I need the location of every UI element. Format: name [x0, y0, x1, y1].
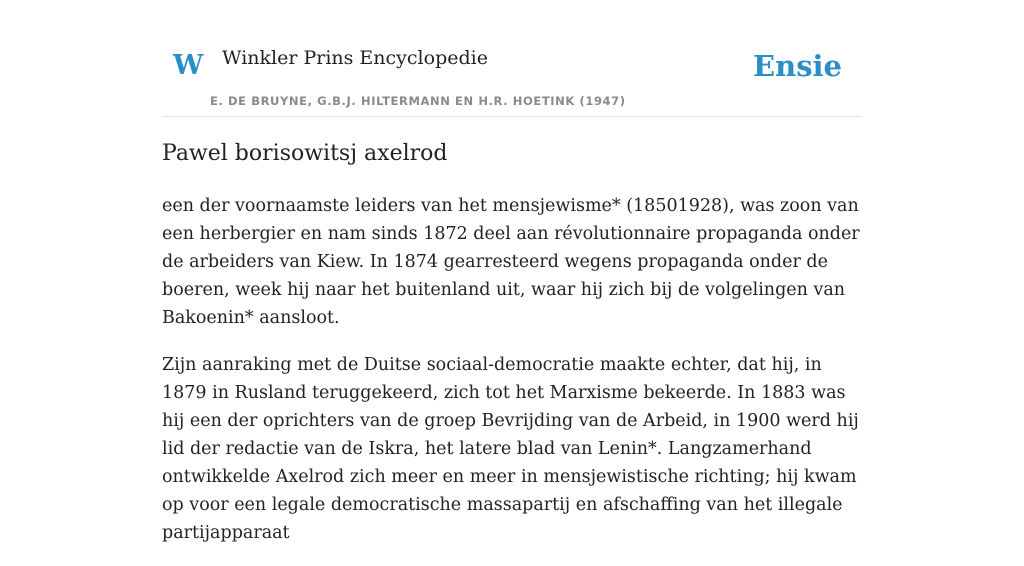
article-title: Pawel borisowitsj axelrod	[162, 141, 448, 166]
brand-logo[interactable]: Ensie	[753, 49, 842, 83]
article-paragraph: Zijn aanraking met de Duitse sociaal-democratie maakte echter, dat hij, in 1879 in Rusland teruggekeerd, zich tot het Marxisme bekeerde. In 1883 was hij een der oprichters van de groep Bevrijding van de Arbeid, in 1900 werd hij lid der redactie van de Iskra, het latere blad van Lenin*. Langzamerhand ontwikkelde Axelrod zich meer en meer in mensjewistische richting; hij kwam op voor een legale democratische massapartij en afschaffing van het illegale partijapparaat	[162, 355, 859, 543]
source-authors: E. DE BRUYNE, G.B.J. HILTERMANN EN H.R. HOETINK (1947)	[210, 94, 626, 108]
source-header	[162, 0, 862, 117]
article-paragraph: een der voornaamste leiders van het mensjewisme* (18501928), was zoon van een herbergier en nam sinds 1872 deel aan révolutionnaire propaganda onder de arbeiders van Kiew. In 1874 gearresteerd wegens propaganda onder de boeren, week hij naar het buitenland uit, waar hij zich bij de volgelingen van Bakoenin* aansloot.	[162, 196, 860, 328]
source-logo[interactable]: W	[173, 50, 204, 81]
source-title[interactable]: Winkler Prins Encyclopedie	[222, 47, 488, 69]
article-body	[162, 192, 862, 566]
